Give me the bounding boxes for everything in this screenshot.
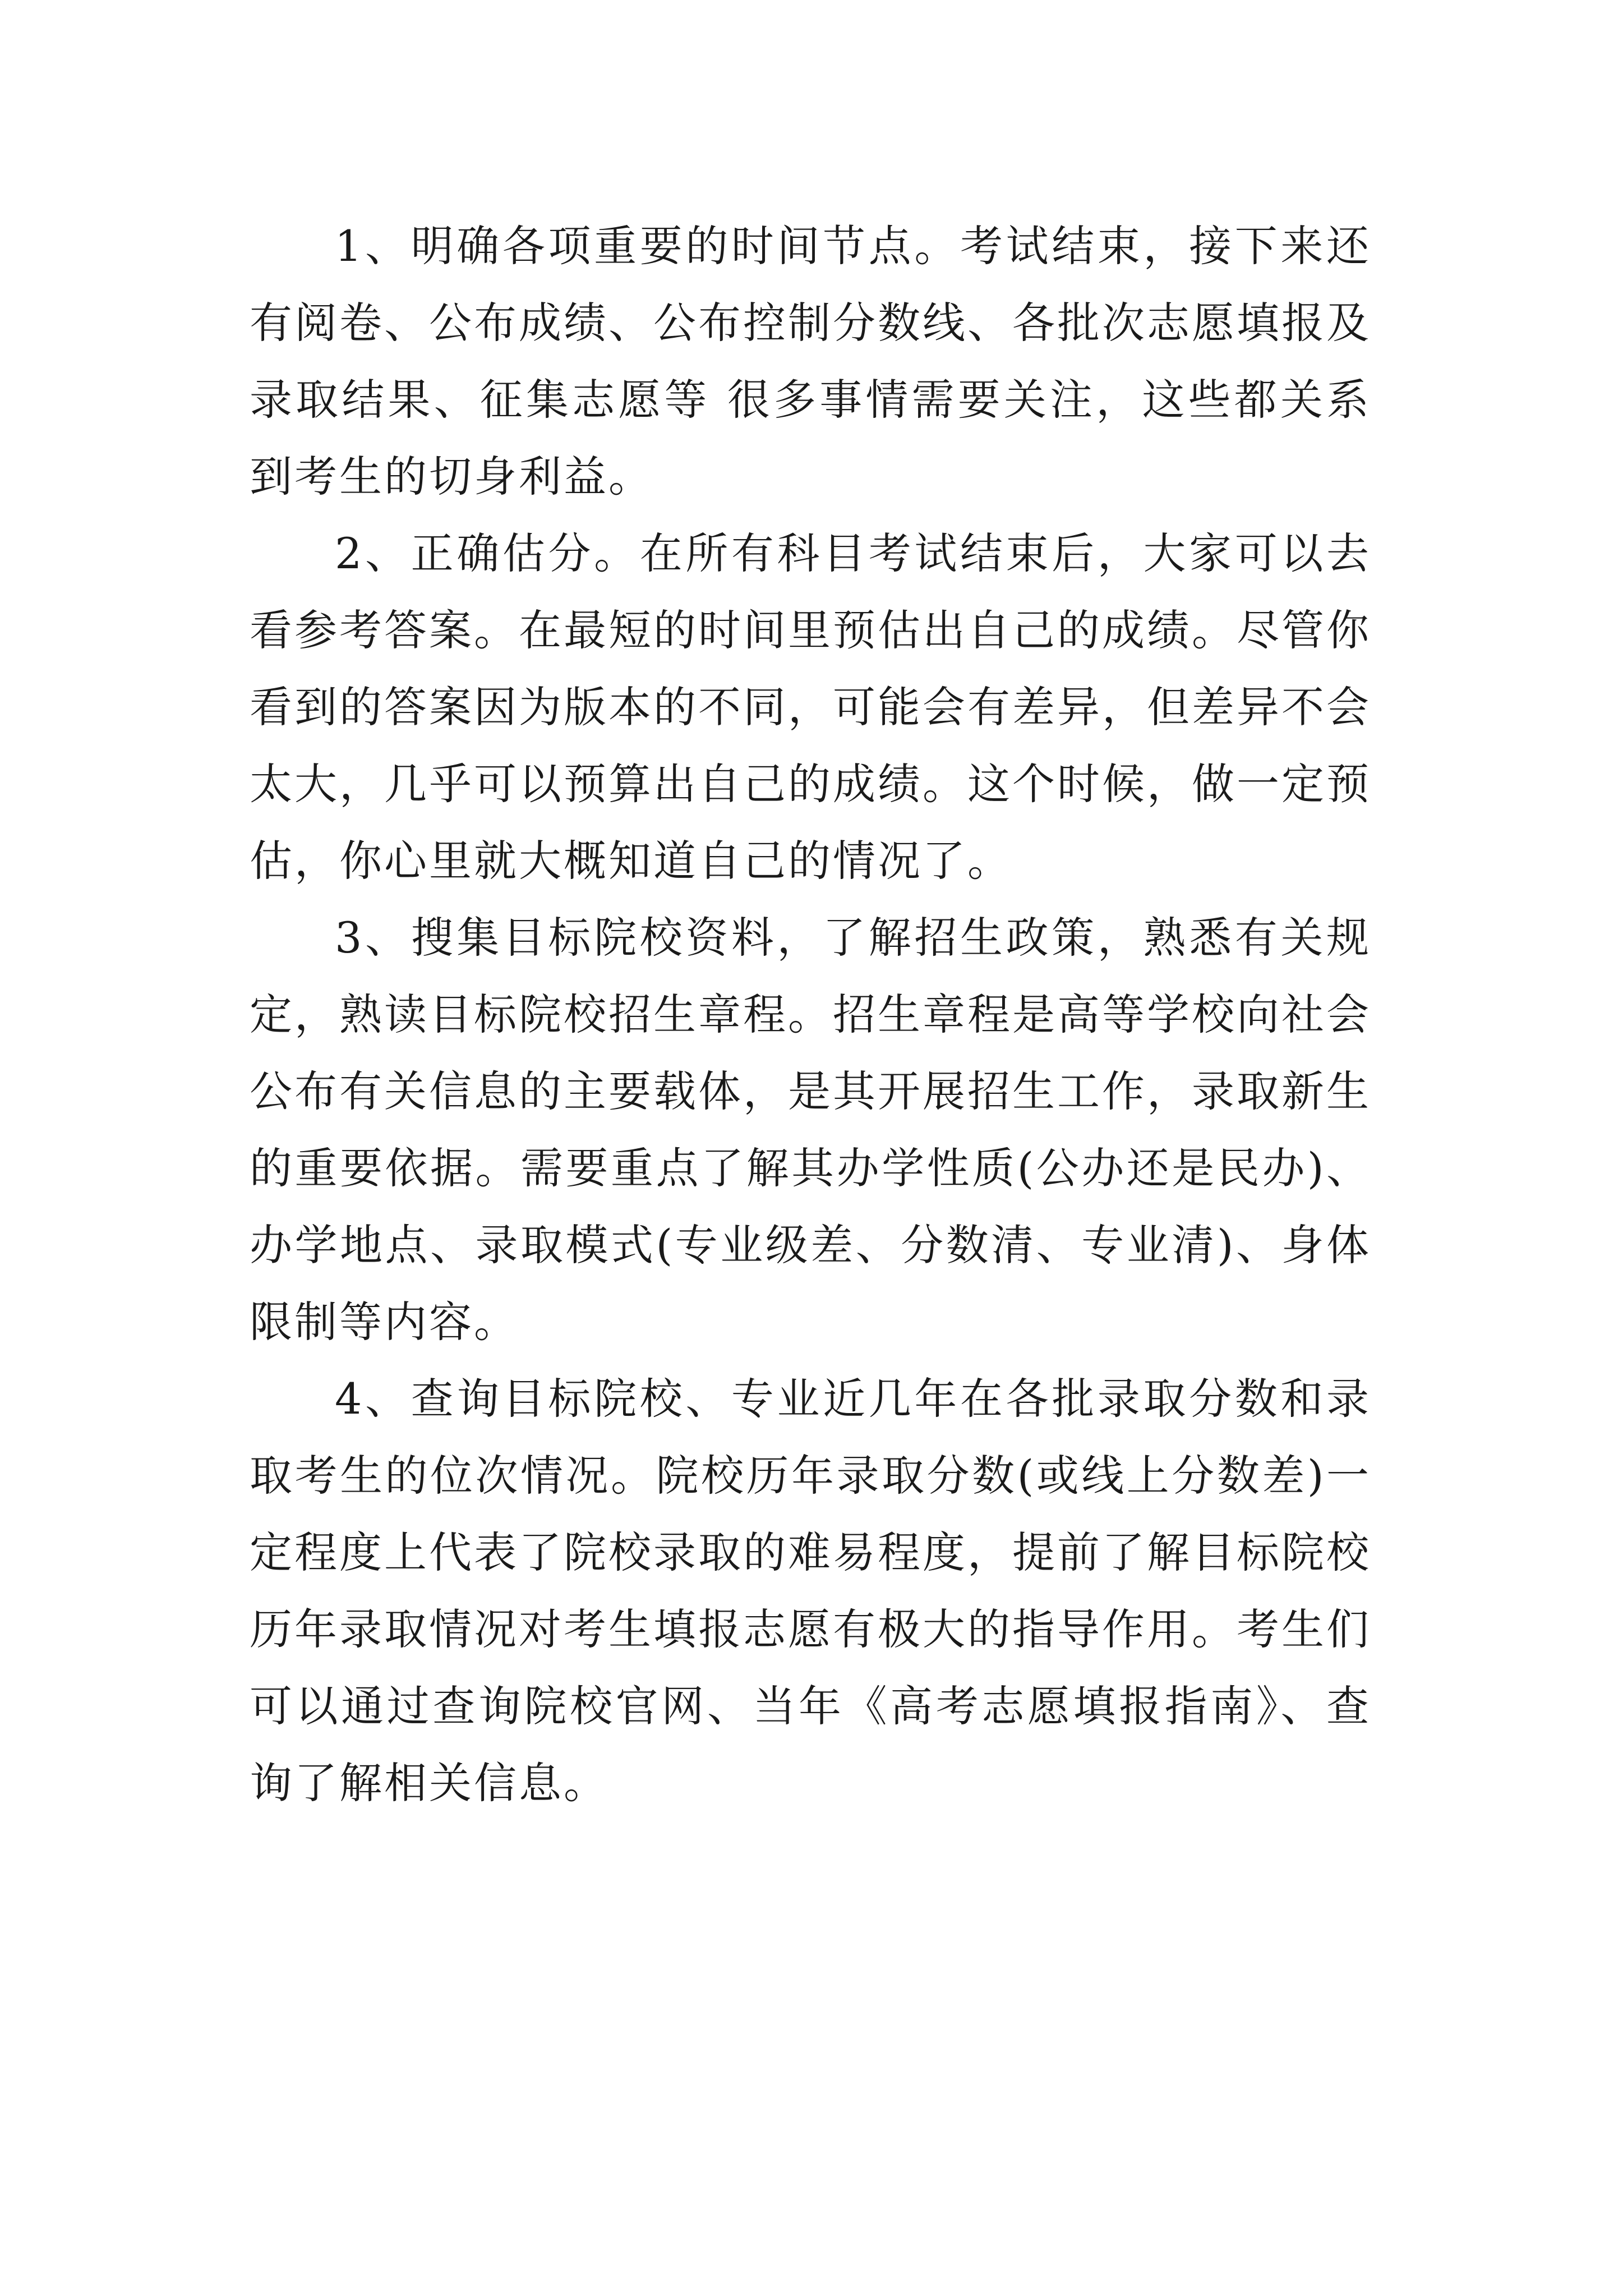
document-body bbox=[250, 208, 1371, 1821]
paragraph-2: 2、正确估分。在所有科目考试结束后，大家可以去看参考答案。在最短的时间里预估出自己的成绩。尽管你看到的答案因为版本的不同，可能会有差异，但差异不会太大，几乎可以预算出自己的成绩。这个时候，做一定预估，你心里就大概知道自己的情况了。 bbox=[250, 528, 1371, 886]
paragraph-1: 1、明确各项重要的时间节点。考试结束，接下来还有阅卷、公布成绩、公布控制分数线、各批次志愿填报及录取结果、征集志愿等 很多事情需要关注，这些都关系到考生的切身利益。 bbox=[250, 221, 1371, 501]
paragraph-3: 3、搜集目标院校资料，了解招生政策，熟悉有关规定，熟读目标院校招生章程。招生章程是高等学校向社会公布有关信息的主要载体，是其开展招生工作，录取新生的重要依据。需要重点了解其办学性质(公办还是民办)、办学地点、录取模式(专业级差、分数清、专业清)、身体限制等内容。 bbox=[250, 913, 1371, 1347]
paragraph-4: 4、查询目标院校、专业近几年在各批录取分数和录取考生的位次情况。院校历年录取分数(或线上分数差)一定程度上代表了院校录取的难易程度，提前了解目标院校历年录取情况对考生填报志愿有极大的指导作用。考生们可以通过查询院校官网、当年《高考志愿填报指南》、查询了解相关信息。 bbox=[250, 1374, 1371, 1808]
